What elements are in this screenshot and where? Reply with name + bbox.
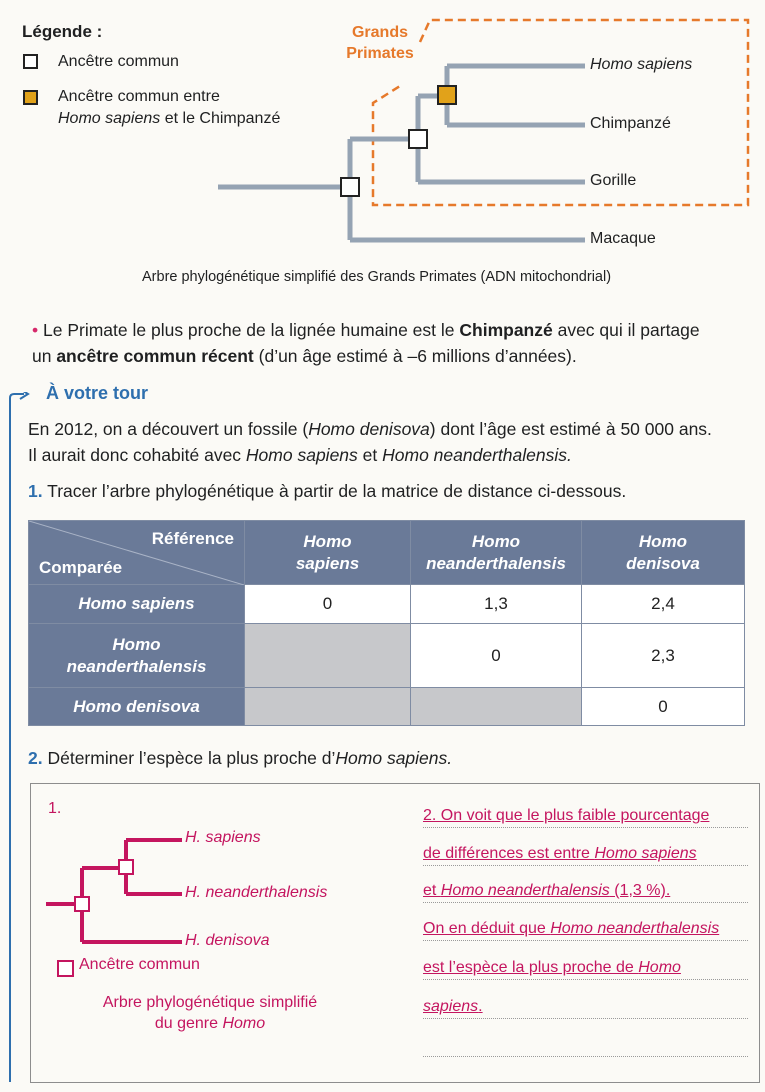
table-row: [29, 688, 745, 726]
col-header-line: Homo: [303, 531, 352, 551]
answer-line-5: [423, 957, 748, 980]
answer-caption-homo: Homo: [222, 1015, 266, 1032]
legend-title: Légende :: [22, 22, 103, 41]
answer-line-4: [423, 918, 748, 941]
answer-caption-line1: Arbre phylogénétique simplifié: [102, 994, 318, 1011]
votre-tour-heading: À votre tour: [46, 383, 149, 403]
col-header-sapiens: [245, 521, 411, 585]
answer-root-node: [75, 897, 89, 911]
answer-line-3: [423, 880, 748, 903]
conclusion-text-2: avec qui il partage: [552, 320, 700, 340]
answer-caption-line2: [70, 1013, 350, 1034]
answer-leaf-sapiens: H. sapiens: [185, 829, 261, 846]
question-1-number: 1.: [28, 481, 43, 501]
question-2-text: Déterminer l’espèce la plus proche d’: [42, 748, 336, 768]
conclusion-paragraph: [32, 317, 752, 369]
grands-primates-label: [340, 22, 420, 64]
answer-text: 2. On voit que le plus faible pourcentage: [423, 807, 710, 824]
grands-primates-group-outline: [373, 20, 748, 205]
question-2: [28, 745, 452, 771]
question-1-text: Tracer l’arbre phylogénétique à partir de la matrice de distance ci-dessous.: [42, 481, 627, 501]
genus-homo-tree: [40, 820, 200, 955]
answer-line-6: [423, 996, 748, 1019]
ancestor-bold: ancêtre commun récent: [56, 346, 254, 366]
leaf-gorille: Gorille: [590, 172, 637, 189]
answer-1-number: 1.: [48, 800, 62, 817]
answer-text-italic: Homo neanderthalensis: [550, 920, 720, 937]
conclusion-line-2: [32, 343, 752, 369]
intro-neanderthalensis: Homo neanderthalensis.: [382, 445, 572, 465]
leaf-chimpanze: Chimpanzé: [590, 115, 671, 132]
human-chimp-ancestor-node: [438, 86, 456, 104]
table-cell: 2,4: [582, 585, 745, 624]
answer-text: et: [423, 882, 441, 899]
legend-homo-sapiens: Homo sapiens: [58, 110, 161, 127]
macaque-ancestor-node: [341, 178, 359, 196]
conclusion-text-3: un: [32, 346, 57, 366]
intro-line-2: [28, 442, 758, 468]
question-2-italic: Homo sapiens.: [335, 748, 453, 768]
answer-text: de différences est entre: [423, 845, 595, 862]
legend-line-1: Ancêtre commun entre: [58, 88, 220, 105]
answer-text-italic: sapiens: [423, 998, 479, 1015]
legend-chimp-text: et le Chimpanzé: [160, 110, 281, 127]
table-cell-empty: [245, 688, 411, 726]
intro-text-2c: et: [357, 445, 383, 465]
table-cell: 2,3: [582, 624, 745, 688]
row-header-denisova: Homo denisova: [29, 688, 245, 726]
answer-line-7: [423, 1034, 748, 1057]
answer-legend: Ancêtre commun: [79, 956, 200, 973]
question-2-number: 2.: [28, 748, 43, 768]
group-label-line2: Primates: [346, 45, 414, 62]
tree-caption: Arbre phylogénétique simplifié des Grands Primates (ADN mitochondrial): [142, 269, 612, 285]
answer-ancestor-square-icon: [57, 960, 74, 977]
intro-text-1a: En 2012, on a découvert un fossile (: [28, 419, 309, 439]
distance-matrix-table: [28, 520, 745, 726]
intro-denisova: Homo denisova: [308, 419, 430, 439]
intro-line-1: [28, 416, 758, 442]
answer-inner-node: [119, 860, 133, 874]
col-header-denisova: [582, 521, 745, 585]
answer-text-italic: Homo sapiens: [594, 845, 697, 862]
gorilla-ancestor-node: [409, 130, 427, 148]
answer-text-italic: Homo neanderthalensis: [440, 882, 610, 899]
intro-sapiens: Homo sapiens: [245, 445, 358, 465]
row-header-line: Homo: [112, 634, 161, 654]
answer-text: .: [478, 998, 483, 1015]
table-cell: 0: [411, 624, 582, 688]
table-header-row: [29, 521, 745, 585]
intro-text-1c: ) dont l’âge est estimé à 50 000 ans.: [429, 419, 712, 439]
answer-leaf-denisova: H. denisova: [185, 932, 270, 949]
answer-caption: [70, 992, 350, 1034]
table-corner-cell: [29, 521, 245, 585]
table-cell: 0: [245, 585, 411, 624]
bullet-icon: •: [32, 320, 39, 340]
compared-label: Comparée: [39, 558, 123, 577]
answer-line-2: [423, 843, 748, 866]
answer-text: On en déduit que: [423, 920, 551, 937]
table-cell: 0: [582, 688, 745, 726]
col-header-line: neanderthalensis: [426, 553, 566, 573]
col-header-line: Homo: [638, 531, 688, 551]
table-cell-empty: [411, 688, 582, 726]
legend-item-common-ancestor: Ancêtre commun: [58, 53, 179, 70]
chimpanze-bold: Chimpanzé: [459, 320, 553, 340]
col-header-line: Homo: [471, 531, 521, 551]
table-cell: 1,3: [411, 585, 582, 624]
intro-text-2a: Il aurait donc cohabité avec: [28, 445, 246, 465]
conclusion-text-1: Le Primate le plus proche de la lignée humaine est le: [38, 320, 460, 340]
answer-text: (1,3 %).: [609, 882, 671, 899]
leaf-homo-sapiens: Homo sapiens: [590, 56, 693, 73]
answer-text: est l’espèce la plus proche de: [423, 959, 639, 976]
leaf-macaque: Macaque: [590, 230, 656, 247]
conclusion-text-4: (d’un âge estimé à –6 millions d’années).: [253, 346, 577, 366]
col-header-line: sapiens: [295, 553, 360, 573]
exercise-intro: [28, 416, 758, 468]
reference-label: Référence: [151, 529, 234, 548]
group-label-line1: Grands: [351, 24, 408, 41]
answer-line-1: [423, 805, 748, 828]
answer-leaf-neanderthalensis: H. neanderthalensis: [185, 884, 328, 901]
row-header-line: neanderthalensis: [66, 656, 207, 676]
row-header-sapiens: Homo sapiens: [29, 585, 245, 624]
table-row: [29, 624, 745, 688]
table-cell-empty: [245, 624, 411, 688]
conclusion-line-1: [32, 317, 752, 343]
table-row: [29, 585, 745, 624]
answer-caption-text: du genre: [154, 1015, 223, 1032]
row-header-neanderthalensis: [29, 624, 245, 688]
answer-text-italic: Homo: [638, 959, 681, 976]
question-1: [28, 478, 626, 504]
col-header-line: denisova: [626, 553, 700, 573]
col-header-neanderthalensis: [411, 521, 582, 585]
